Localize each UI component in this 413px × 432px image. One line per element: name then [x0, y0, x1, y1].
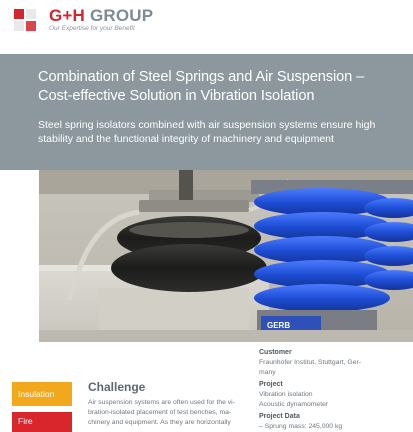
customer-value: Fraunhofer Institut, Stuttgart, Ger-	[259, 359, 361, 366]
spring-isolator-illustration	[39, 170, 413, 342]
product-photo	[39, 170, 413, 342]
category-tab-fire[interactable]: Fire	[12, 412, 72, 432]
challenge-line: Air suspension systems are often used for the vi-	[88, 399, 235, 406]
project-data-label: Project Data	[259, 413, 300, 420]
brand-name	[49, 6, 153, 26]
project-section	[259, 380, 407, 410]
header	[0, 0, 413, 40]
company-logo[interactable]	[11, 3, 154, 37]
page-title	[38, 68, 383, 106]
page-subtitle: Steel spring isolators combined with air suspension systems ensure high stability and the functional integrity of machinery and equipment	[38, 119, 376, 145]
brand-tagline: Our Expertise for your Benefit	[49, 25, 135, 32]
title-line-2: Cost-effective Solution in Vibration Isolation	[38, 88, 315, 104]
project-label: Project	[259, 381, 283, 388]
challenge-line: chinery and equipment. As they are horizontally	[88, 419, 231, 427]
spring-brand-label: GERB	[267, 321, 291, 330]
logo-mark-icon	[11, 6, 39, 34]
challenge-heading: Challenge	[88, 380, 146, 394]
brand-gh: G+H	[49, 6, 86, 25]
project-value-cont: Acoustic dynamometer	[259, 401, 329, 408]
customer-section	[259, 348, 407, 378]
title-line-1: Combination of Steel Springs and Air Suspension –	[38, 69, 365, 85]
category-tab-insulation[interactable]: Insulation	[12, 382, 72, 406]
project-info-panel	[253, 342, 413, 432]
project-data-value: – Sprung mass: 245,000 kg	[259, 423, 343, 430]
brand-group: GROUP	[85, 6, 154, 25]
project-data-section	[259, 412, 407, 432]
customer-value-cont: many	[259, 369, 276, 376]
challenge-body	[88, 398, 250, 429]
challenge-line: bration-isolated placement of test benches, ma-	[88, 409, 232, 417]
customer-label: Customer	[259, 349, 292, 356]
project-value: Vibration isolation	[259, 391, 313, 398]
